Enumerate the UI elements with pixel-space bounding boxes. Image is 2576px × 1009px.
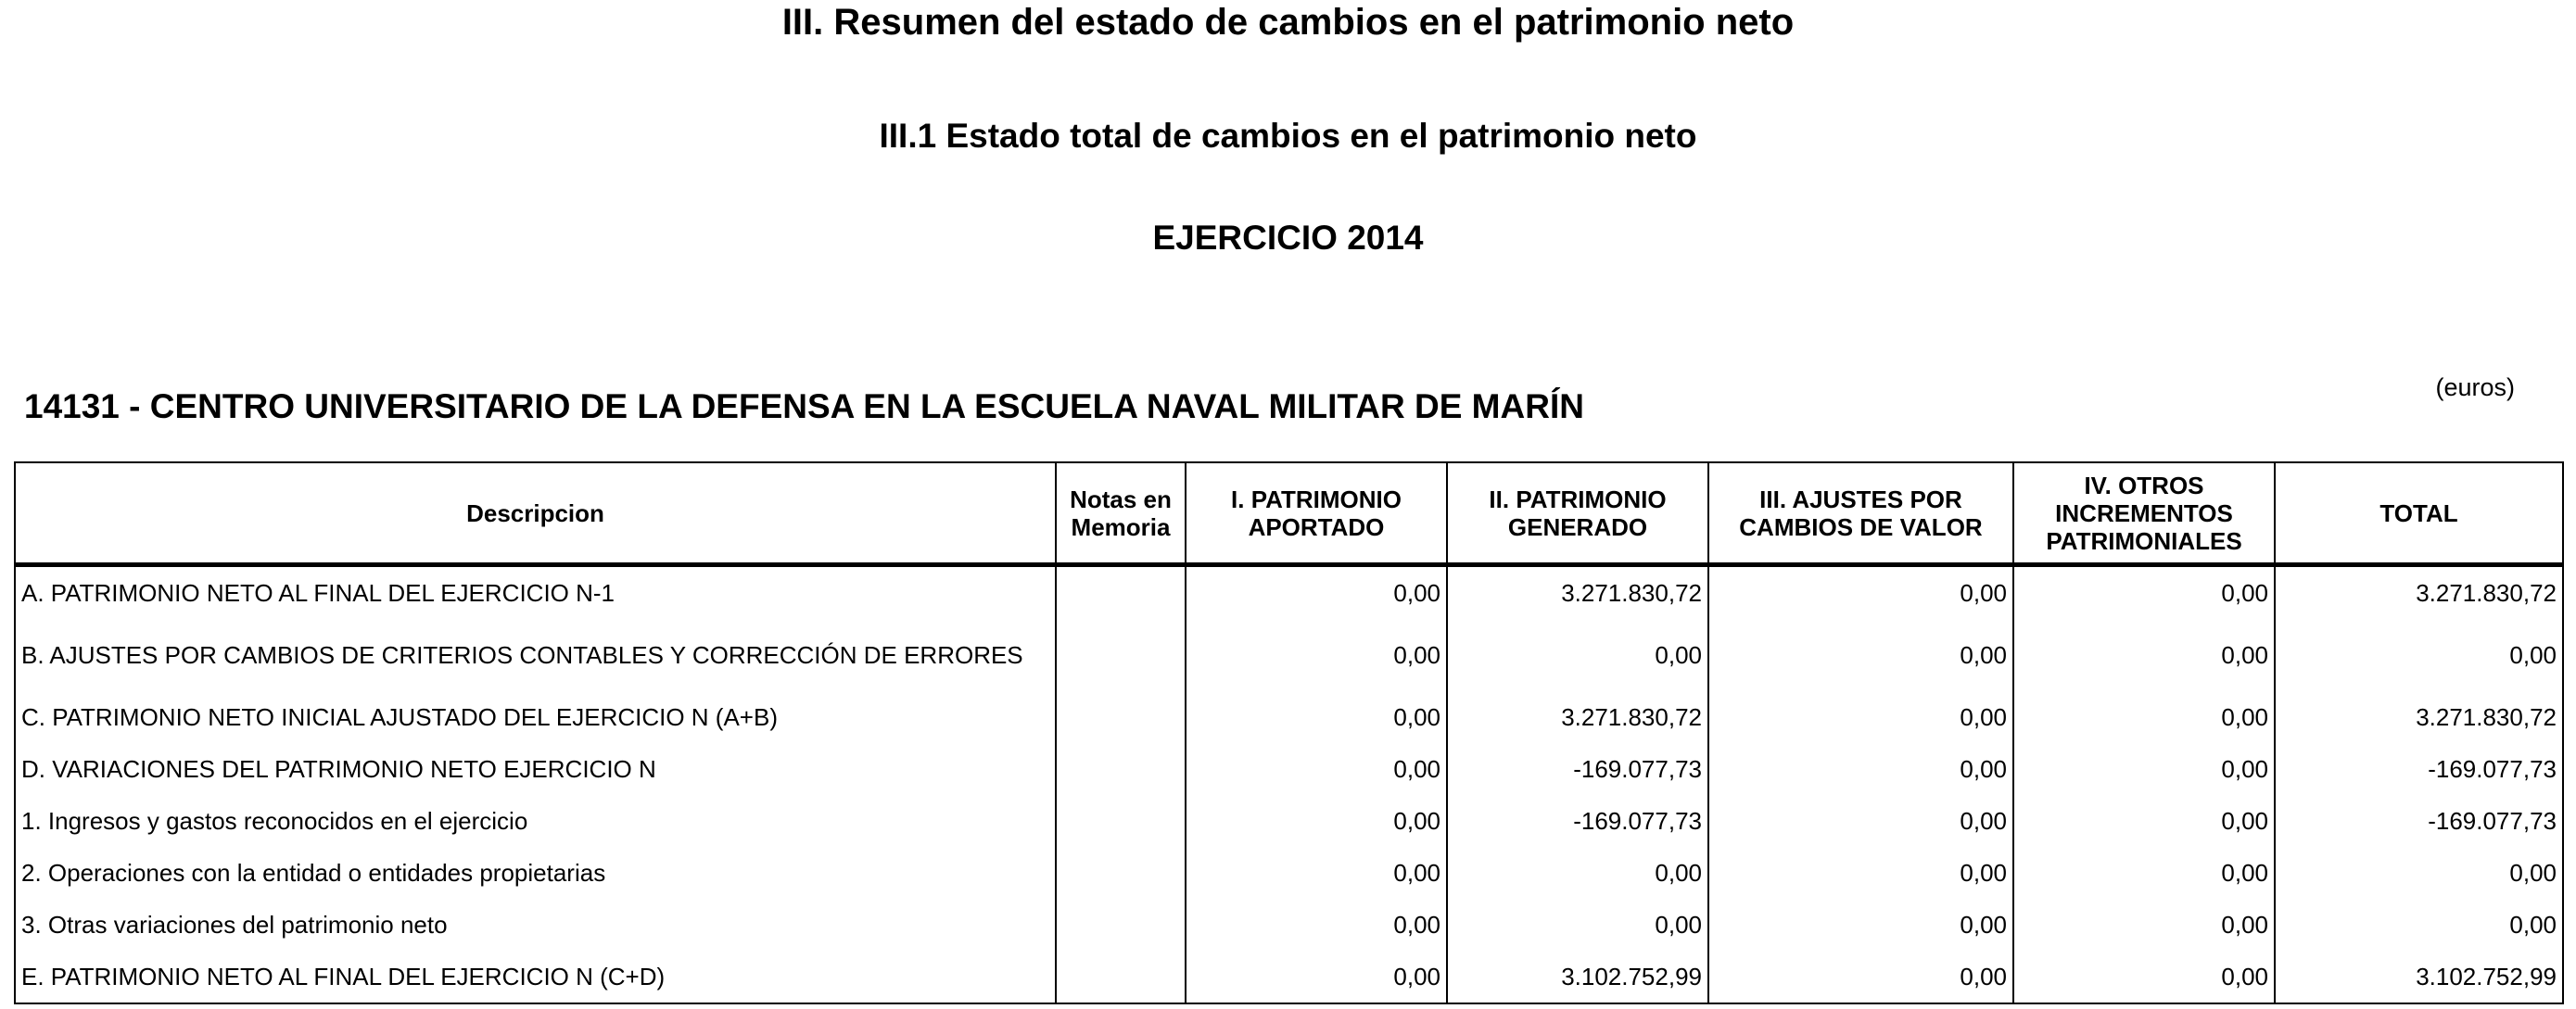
row-notes: [1056, 899, 1186, 951]
row-value-adjustments: 0,00: [1708, 847, 2013, 899]
row-contributed-equity: 0,00: [1186, 691, 1447, 743]
row-other-increments: 0,00: [2013, 847, 2275, 899]
row-other-increments: 0,00: [2013, 565, 2275, 620]
row-value-adjustments: 0,00: [1708, 795, 2013, 847]
row-other-increments: 0,00: [2013, 619, 2275, 691]
table-row: [15, 795, 2563, 847]
row-other-increments: 0,00: [2013, 691, 2275, 743]
row-value-adjustments: 0,00: [1708, 743, 2013, 795]
row-notes: [1056, 951, 1186, 1003]
row-generated-equity: -169.077,73: [1447, 743, 1708, 795]
column-header-generated-equity: II. PATRIMONIO GENERADO: [1447, 462, 1708, 565]
row-description: C. PATRIMONIO NETO INICIAL AJUSTADO DEL EJERCICIO N (A+B): [15, 691, 1056, 743]
row-generated-equity: -169.077,73: [1447, 795, 1708, 847]
equity-changes-table: [14, 461, 2564, 1004]
row-total: 3.271.830,72: [2275, 691, 2563, 743]
row-value-adjustments: 0,00: [1708, 951, 2013, 1003]
row-notes: [1056, 795, 1186, 847]
row-description: 3. Otras variaciones del patrimonio neto: [15, 899, 1056, 951]
row-total: 3.102.752,99: [2275, 951, 2563, 1003]
row-contributed-equity: 0,00: [1186, 565, 1447, 620]
row-description: E. PATRIMONIO NETO AL FINAL DEL EJERCICIO N (C+D): [15, 951, 1056, 1003]
row-notes: [1056, 743, 1186, 795]
row-other-increments: 0,00: [2013, 951, 2275, 1003]
entity-name: 14131 - CENTRO UNIVERSITARIO DE LA DEFENSA EN LA ESCUELA NAVAL MILITAR DE MARÍN: [24, 387, 1584, 425]
row-total: 3.271.830,72: [2275, 565, 2563, 620]
row-generated-equity: 0,00: [1447, 619, 1708, 691]
exercise-year: EJERCICIO 2014: [1152, 219, 1424, 257]
row-notes: [1056, 565, 1186, 620]
table-row: [15, 565, 2563, 620]
row-total: 0,00: [2275, 899, 2563, 951]
row-contributed-equity: 0,00: [1186, 951, 1447, 1003]
row-notes: [1056, 847, 1186, 899]
row-description: 2. Operaciones con la entidad o entidades propietarias: [15, 847, 1056, 899]
column-header-other-increments: IV. OTROS INCREMENTOS PATRIMONIALES: [2013, 462, 2275, 565]
table-row: [15, 619, 2563, 691]
currency-units: (euros): [2435, 373, 2515, 401]
row-total: -169.077,73: [2275, 743, 2563, 795]
row-generated-equity: 0,00: [1447, 847, 1708, 899]
table-header-row: [15, 462, 2563, 565]
page-title: III. Resumen del estado de cambios en el patrimonio neto: [781, 2, 1795, 43]
column-header-notes: Notas en Memoria: [1056, 462, 1186, 565]
row-total: 0,00: [2275, 847, 2563, 899]
row-description: A. PATRIMONIO NETO AL FINAL DEL EJERCICIO N-1: [15, 565, 1056, 620]
table-row: [15, 847, 2563, 899]
row-generated-equity: 3.271.830,72: [1447, 565, 1708, 620]
row-other-increments: 0,00: [2013, 795, 2275, 847]
column-header-description: Descripcion: [15, 462, 1056, 565]
row-other-increments: 0,00: [2013, 899, 2275, 951]
table-row: [15, 899, 2563, 951]
row-value-adjustments: 0,00: [1708, 619, 2013, 691]
column-header-total: TOTAL: [2275, 462, 2563, 565]
row-notes: [1056, 691, 1186, 743]
row-contributed-equity: 0,00: [1186, 847, 1447, 899]
column-header-value-adjustments: III. AJUSTES POR CAMBIOS DE VALOR: [1708, 462, 2013, 565]
row-total: -169.077,73: [2275, 795, 2563, 847]
row-description: B. AJUSTES POR CAMBIOS DE CRITERIOS CONTABLES Y CORRECCIÓN DE ERRORES: [15, 619, 1056, 691]
table-row: [15, 951, 2563, 1003]
row-contributed-equity: 0,00: [1186, 795, 1447, 847]
table-row: [15, 743, 2563, 795]
row-value-adjustments: 0,00: [1708, 565, 2013, 620]
row-contributed-equity: 0,00: [1186, 619, 1447, 691]
row-value-adjustments: 0,00: [1708, 899, 2013, 951]
row-other-increments: 0,00: [2013, 743, 2275, 795]
section-subtitle: III.1 Estado total de cambios en el patrimonio neto: [879, 117, 1697, 155]
row-description: D. VARIACIONES DEL PATRIMONIO NETO EJERCICIO N: [15, 743, 1056, 795]
row-generated-equity: 3.102.752,99: [1447, 951, 1708, 1003]
column-header-contributed-equity: I. PATRIMONIO APORTADO: [1186, 462, 1447, 565]
row-total: 0,00: [2275, 619, 2563, 691]
row-generated-equity: 3.271.830,72: [1447, 691, 1708, 743]
row-generated-equity: 0,00: [1447, 899, 1708, 951]
table-row: [15, 691, 2563, 743]
row-value-adjustments: 0,00: [1708, 691, 2013, 743]
row-contributed-equity: 0,00: [1186, 899, 1447, 951]
row-contributed-equity: 0,00: [1186, 743, 1447, 795]
row-notes: [1056, 619, 1186, 691]
row-description: 1. Ingresos y gastos reconocidos en el ejercicio: [15, 795, 1056, 847]
